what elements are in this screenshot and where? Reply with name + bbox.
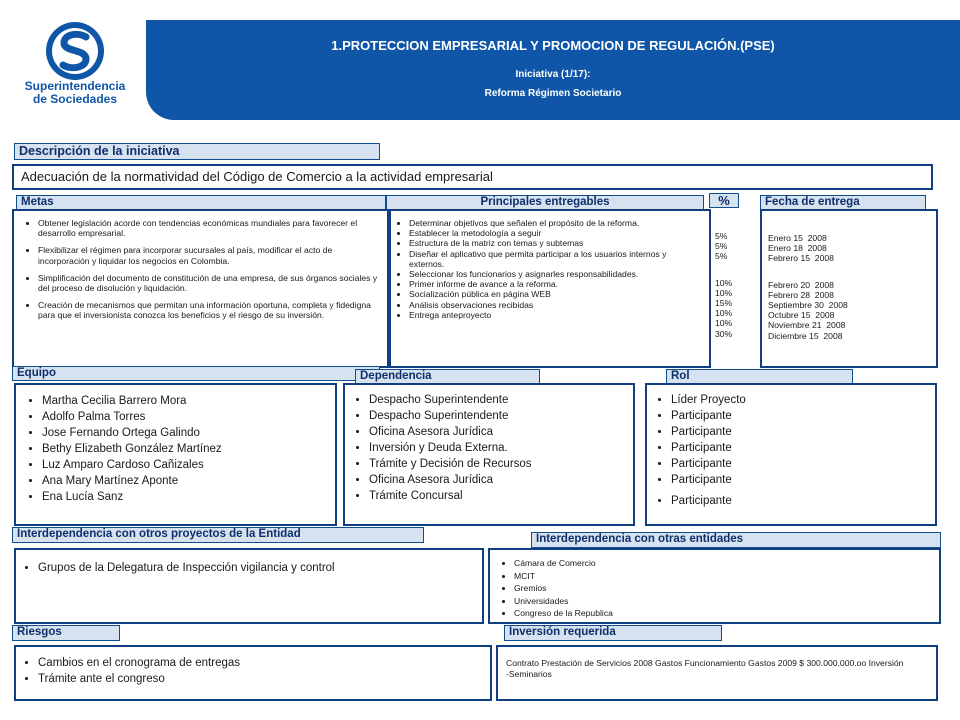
equipo-member: • Martha Cecilia Barrero Mora: [42, 393, 329, 409]
porcentaje-column: [711, 209, 760, 368]
entregable-item: • Primer informe de avance a la reforma.: [409, 279, 703, 289]
rol-item: • Participante: [671, 408, 929, 424]
dependencia-item: • Trámite Concursal: [369, 488, 627, 504]
supersociedades-logo-icon: [30, 20, 120, 82]
rol-item: • Participante: [671, 493, 929, 509]
interdep-proyecto-item: • Grupos de la Delegatura de Inspección vigilancia y control: [38, 560, 476, 576]
org-name-line2: de Sociedades: [32, 92, 118, 106]
interdep-proyectos-box: [14, 548, 484, 624]
porcentaje-value: 10%: [715, 287, 733, 298]
org-name-line1: Superintendencia: [24, 79, 126, 93]
metas-item: • Simplificación del documento de constitución de una empresa, de sus órganos sociales y del proceso de disolución y liquidación.: [38, 273, 379, 293]
metas-item: • Creación de mecanismos que permitan una información oportuna, completa y fidedigna para que el inversionista conozca los beneficios y el riesgo de su inversión.: [38, 300, 379, 320]
descripcion-text: Adecuación de la normatividad del Código de Comercio a la actividad empresarial: [21, 169, 493, 184]
rol-item: • Participante: [671, 424, 929, 440]
rol-item: • Participante: [671, 456, 929, 472]
entregable-item: • Entrega anteproyecto: [409, 310, 703, 320]
descripcion-box: [12, 164, 933, 190]
fechas-box: [760, 209, 938, 368]
entregable-item: • Establecer la metodología a seguir: [409, 228, 703, 238]
fecha-value: Febrero 28 2008: [768, 289, 834, 300]
rol-box: [645, 383, 937, 526]
equipo-member: • Adolfo Palma Torres: [42, 409, 329, 425]
entregables-label: Principales entregables: [386, 195, 704, 210]
rol-item: • Participante: [671, 472, 929, 488]
page-title: 1.PROTECCION EMPRESARIAL Y PROMOCION DE REGULACIÓN.(PSE): [331, 38, 775, 53]
metas-item: • Flexibilizar el régimen para incorporar sucursales al país, modificar el acto de incorporación y liquidar los negocios en Colombia.: [38, 245, 379, 265]
dependencia-item: • Trámite y Decisión de Recursos: [369, 456, 627, 472]
porcentaje-value: 5%: [715, 241, 728, 252]
riesgo-item: • Cambios en el cronograma de entregas: [38, 655, 484, 671]
fecha-label: Fecha de entrega: [760, 195, 926, 210]
header-banner: [146, 20, 960, 120]
fecha-value: Noviembre 21 2008: [768, 320, 846, 331]
entregable-item: • Socialización pública en página WEB: [409, 289, 703, 299]
equipo-member: • Ena Lucía Sanz: [42, 489, 329, 505]
fecha-value: [768, 264, 936, 280]
interdep-entidad-item: • Congreso de la Republica: [514, 607, 933, 620]
descripcion-label: Descripción de la iniciativa: [14, 143, 380, 160]
dependencia-item: • Despacho Superintendente: [369, 392, 627, 408]
fecha-value: Enero 15 2008: [768, 233, 827, 243]
equipo-member: • Ana Mary Martínez Aponte: [42, 473, 329, 489]
fecha-value: Octubre 15 2008: [768, 310, 835, 321]
riesgo-item: • Trámite ante el congreso: [38, 671, 484, 687]
entregable-item: • Determinar objetivos que señalen el propósito de la reforma.: [409, 218, 703, 228]
equipo-label: Equipo: [12, 366, 380, 381]
interdep-entidad-item: • Universidades: [514, 595, 933, 608]
interdep-entidad-item: • Gremios: [514, 582, 933, 595]
porcentaje-value: 15%: [715, 298, 733, 309]
entregable-item: • Diseñar el aplicativo que permita participar a los usuarios internos y externos.: [409, 249, 703, 269]
rol-item: • Participante: [671, 440, 929, 456]
equipo-member: • Luz Amparo Cardoso Cañizales: [42, 457, 329, 473]
entregable-item: • Estructura de la matriz con temas y subtemas: [409, 238, 703, 248]
entregable-item: • Análisis observaciones recibidas: [409, 300, 703, 310]
dependencia-item: • Oficina Asesora Jurídica: [369, 424, 627, 440]
inversion-label: Inversión requerida: [504, 625, 722, 641]
dependencia-item: • Inversión y Deuda Externa.: [369, 440, 627, 456]
dependencia-box: [343, 383, 635, 526]
metas-item: • Obtener legislación acorde con tendencias económicas mundiales para favorecer el desarrollo empresarial.: [38, 218, 379, 238]
entregables-box: [389, 209, 711, 368]
porcentaje-value: [715, 262, 760, 278]
porcentaje-value: 10%: [715, 308, 733, 319]
dependencia-item: • Despacho Superintendente: [369, 408, 627, 424]
inversion-box: [496, 645, 938, 701]
metas-label: Metas: [16, 195, 386, 210]
porcentaje-value: 30%: [715, 328, 733, 339]
porcentaje-value: 5%: [715, 231, 728, 241]
interdep-entidad-item: • Cámara de Comercio: [514, 557, 933, 570]
dependencia-item: • Oficina Asesora Jurídica: [369, 472, 627, 488]
equipo-box: [14, 383, 337, 526]
equipo-member: • Jose Fernando Ortega Galindo: [42, 425, 329, 441]
interdep-entidades-box: [488, 548, 941, 624]
fecha-value: Febrero 20 2008: [768, 279, 834, 290]
porcentaje-label: %: [709, 193, 739, 208]
equipo-member: • Bethy Elizabeth González Martínez: [42, 441, 329, 457]
porcentaje-value: 10%: [715, 318, 733, 329]
fecha-value: Febrero 15 2008: [768, 253, 834, 264]
metas-box: [12, 209, 389, 368]
interdep-entidad-item: • MCIT: [514, 570, 933, 583]
initiative-name: Reforma Régimen Societario: [484, 88, 622, 99]
riesgos-box: [14, 645, 492, 701]
rol-label: Rol: [666, 369, 853, 384]
interdep-proyectos-label: Interdependencia con otros proyectos de la Entidad: [12, 527, 424, 543]
porcentaje-value: 10%: [715, 277, 733, 288]
riesgos-label: Riesgos: [12, 625, 120, 641]
porcentaje-value: 5%: [715, 251, 728, 262]
entregable-item: • Seleccionar los funcionarios y asignarles responsabilidades.: [409, 269, 703, 279]
logo: [24, 20, 126, 110]
fecha-value: Enero 18 2008: [768, 243, 827, 254]
fecha-value: Septiembre 30 2008: [768, 300, 848, 311]
rol-item: • Líder Proyecto: [671, 392, 929, 408]
dependencia-label: Dependencia: [355, 369, 540, 384]
inversion-text: Contrato Prestación de Servicios 2008 Gastos Funcionamiento Gastos 2009 $ 300.000.000.oo Inversión -Seminarios: [506, 658, 904, 679]
fecha-value: Diciembre 15 2008: [768, 330, 843, 341]
interdep-entidades-label: Interdependencia con otras entidades: [531, 532, 941, 548]
initiative-number: Iniciativa (1/17):: [515, 69, 591, 80]
